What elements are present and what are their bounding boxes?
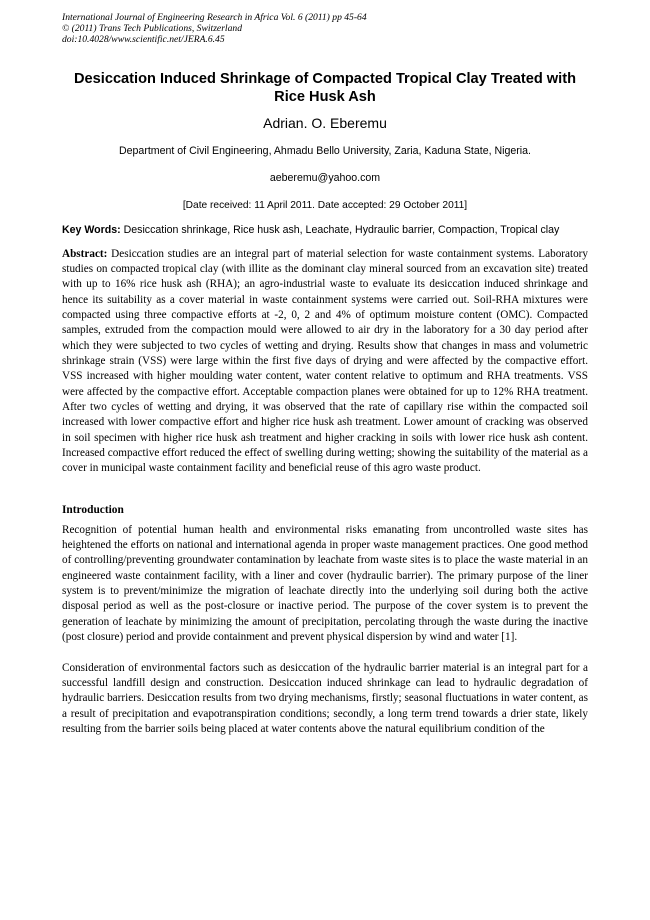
keywords-label: Key Words: [62,223,121,236]
received-accepted-dates: [Date received: 11 April 2011. Date accepted: 29 October 2011] [182,199,468,211]
section-heading-introduction: Introduction [62,503,124,516]
journal-citation-line: International Journal of Engineering Research in Africa Vol. 6 (2011) pp 45-64 [62,12,367,23]
paper-title: Desiccation Induced Shrinkage of Compacted Tropical Clay Treated with Rice Husk Ash [74,70,576,105]
copyright-line: © (2011) Trans Tech Publications, Switzerland [62,23,242,35]
journal-header [62,12,588,46]
author-email: aeberemu@yahoo.com [269,171,381,184]
keywords-text: Desiccation shrinkage, Rice husk ash, Leachate, Hydraulic barrier, Compaction, Tropical clay [120,223,560,236]
author-name: Adrian. O. Eberemu [263,114,387,131]
introduction-paragraph: Consideration of environmental factors such as desiccation of the hydraulic barrier material is an integral part for a successful landfill design and construction. Desiccation induced shrinkage can lead to hydraulic degradation of hydraulic barriers. Desiccation results from two drying mechanisms, firstly; seasonal fluctuations in water content, as a result of precipitation and evapotranspiration conditions; secondly, a long term trend towards a drier state, likely resulting from the barrier soils being placed at water contents above the natural equilibrium condition of the [62,661,588,735]
introduction-paragraph: Recognition of potential human health and environmental risks emanating from uncontrolled waste sites has heightened the efforts on national and international agenda in proper waste management practices. One good method of controlling/preventing groundwater contamination by leachate from waste sites is to place the waste material in an engineered waste containment facility, with a liner and cover (hydraulic barrier). The primary purpose of the liner system is to prevent/minimize the migration of leachate directly into the underlying soil during both the active disposal period as well as the post-closure or inactive period. The purpose of the cover system is to prevent the generation of leachate by minimizing the amount of precipitation, percolating through the waste during the inactive (post closure) period and provide containment and prevent physical dispersion by wind and water [1]. [62,523,588,644]
author-affiliation: Department of Civil Engineering, Ahmadu Bello University, Zaria, Kaduna State, Nigeria. [119,144,531,157]
abstract-text: Desiccation studies are an integral part of material selection for waste containment systems. Laboratory studies on compacted tropical clay (with illite as the dominant clay mineral sourced from an excavation site) treated with up to 16% rice husk ash (RHA); an agro-industrial waste to evaluate its desiccation induced shrinkage and hence its suitability as a cover material in waste containment systems were carried out. Soil-RHA mixtures were compacted using three compactive efforts at -2, 0, 2 and 4% of optimum moisture content (OMC). Compacted samples, extruded from the compaction mould were allowed to air dry in the laboratory for a 30 day period after which they were subjected to two cycles of wetting and drying. Results show that changes in mass and volumetric shrinkage strain (VSS) were large within the first five days of drying and were affected by the compactive effort. VSS increased with higher moulding water content, water content relative to optimum and RHA treatments. VSS were affected by the compactive effort. Acceptable compaction planes were obtained for up to 12% RHA treatment. After two cycles of wetting and drying, it was observed that the rate of capillary rise within the compacted soil increased with lower compactive effort and higher rice husk ash treatment. Lower amount of cracking was observed in soil specimen with higher rice husk ash treatment and higher cracking in soils with lower rice husk ash content. Increased compactive effort reduced the effect of swelling during wetting; showing the suitability of the material as a cover in municipal waste containment facility and beneficial reuse of this agro waste product. [62,247,588,475]
abstract-label: Abstract: [62,247,108,260]
abstract-block [62,247,588,477]
doi-line: doi:10.4028/www.scientific.net/JERA.6.45 [62,34,225,46]
keywords-block [62,223,588,237]
